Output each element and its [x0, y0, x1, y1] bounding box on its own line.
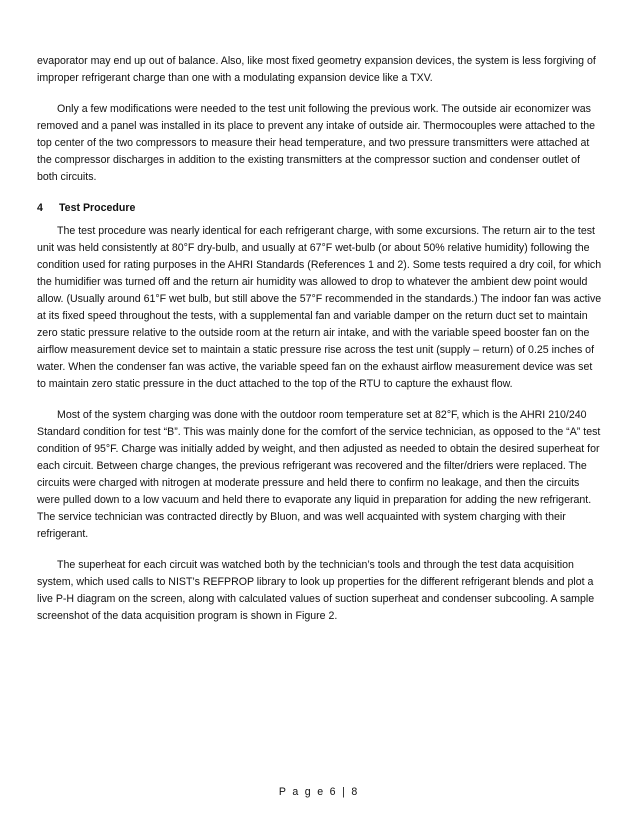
paragraph-modifications: Only a few modifications were needed to the test unit following the previous work. The outside air economizer was removed and a panel was installed in its place to prevent any intake of outside air. Thermocouples were attached to the top center of the two compressors to measure their head temperature, and two pressure transmitters were attached at the compressor discharges in addition to the existing transmitters at the compressor suction and condenser outlet of both circuits. [37, 103, 596, 183]
paragraph-test-procedure: The test procedure was nearly identical for each refrigerant charge, with some excursions. The return air to the test unit was held consistently at 80°F dry-bulb, and usually at 67°F wet-bulb (or about 50% relative humidity) following the condition used for rating purposes in the AHRI Standards (References 1 and 2). Some tests required a dry coil, for which the humidifier was turned off and the return air humidity was allowed to drop to whatever the ambient dew point would allow. (Usually around 61°F wet bulb, but still above the 57°F recommended in the standards.) The indoor fan was active at its fixed speed throughout the tests, with a supplemental fan and variable damper on the return duct set to maintain zero static pressure relative to the outside room at the return air intake, and with the variable speed booster fan on the airflow measurement device set to maintain a static pressure rise across the test unit (supply – return) of 0.25 inches of water. When the condenser fan was active, the variable speed fan on the exhaust airflow measurement device was set to maintain zero static pressure in the duct attached to the top of the RTU to capture the exhaust flow. [37, 225, 602, 390]
page-footer: P a g e 6 | 8 [278, 786, 360, 798]
paragraph-continuation: evaporator may end up out of balance. Also, like most fixed geometry expansion devices, the system is less forgiving of improper refrigerant charge than one with a modulating expansion device like a TXV. [37, 55, 596, 84]
document-page [37, 53, 603, 639]
section-heading [37, 200, 603, 217]
paragraph-charging: Most of the system charging was done with the outdoor room temperature set at 82°F, which is the AHRI 210/240 Standard condition for test “B”. This was mainly done for the comfort of the service technician, as opposed to the “A” test condition of 95°F. Charge was initially added by weight, and then adjusted as needed to obtain the desired superheat for each circuit. Between charge changes, the previous refrigerant was recovered and the filter/driers were replaced. The circuits were charged with nitrogen at moderate pressure and held there to confirm no leakage, and then the circuits were pulled down to a low vacuum and held there to evaporate any liquid in preparation for adding the new refrigerant. The service technician was contracted directly by Bluon, and was well acquainted with system charging with their refrigerant. [37, 409, 601, 540]
section-number: 4 [37, 202, 43, 214]
section-title: Test Procedure [59, 202, 136, 214]
paragraph-superheat: The superheat for each circuit was watched both by the technician’s tools and through the test data acquisition system, which used calls to NIST’s REFPROP library to look up properties for the different refrigerant blends and plot a live P-H diagram on the screen, along with calculated values of suction superheat and condenser subcooling. A sample screenshot of the data acquisition program is shown in Figure 2. [37, 559, 595, 622]
